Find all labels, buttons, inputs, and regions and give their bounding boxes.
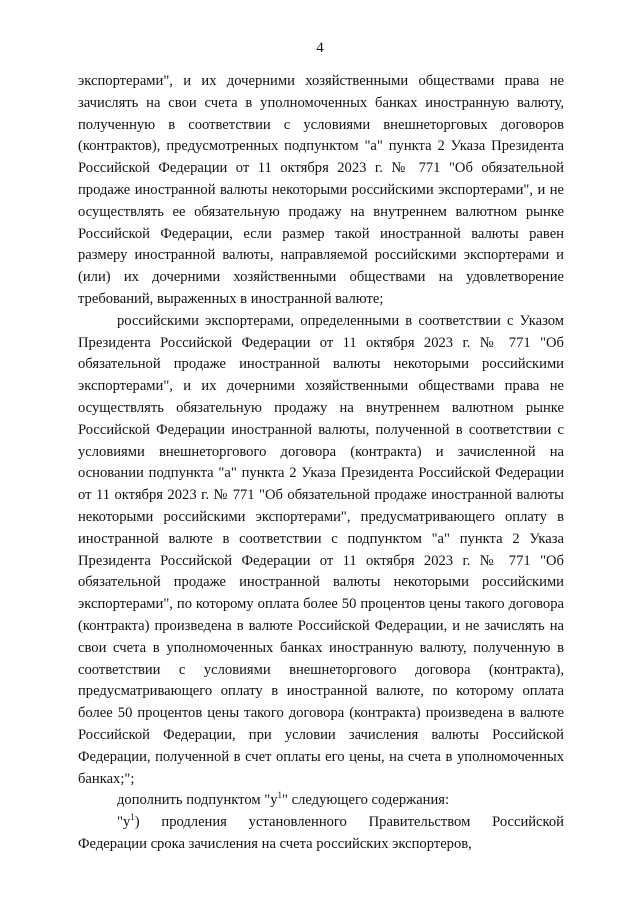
subpoint-open: "у xyxy=(117,814,131,831)
paragraph-add-subpoint xyxy=(78,790,564,812)
add-subpoint-text: дополнить подпунктом "у xyxy=(117,792,278,809)
document-body xyxy=(78,71,564,856)
add-subpoint-tail: " следующего содержания: xyxy=(282,792,450,809)
superscript-one: 1 xyxy=(277,790,282,801)
page-number: 4 xyxy=(316,40,324,56)
superscript-one: 1 xyxy=(130,812,135,823)
paragraph-subpoint-u1 xyxy=(78,812,564,856)
subpoint-text: ) продления установленного Правительством Российской Федерации срока зачисления на счета российских экспортеров, xyxy=(78,814,564,852)
paragraph-continuation: экспортерами", и их дочерними хозяйственными обществами права не зачислять на свои счета в уполномоченных банках иностранную валюту, полученную в соответствии с условиями внешнеторговых договоров (контрактов), предусмотренных подпунктом "а" пункта 2 Указа Президента Российской Федерации от 11 октября 2023 г. № 771 "Об обязательной продаже иностранной валюты некоторыми российскими экспортерами", и не осуществлять ее обязательную продажу на внутреннем валютном рынке Российской Федерации, если размер такой иностранной валюты равен размеру иностранной валюты, направляемой российскими экспортерами и (или) их дочерними хозяйственными обществами на удовлетворение требований, выраженных в иностранной валюте; xyxy=(78,73,564,307)
paragraph-russian-exporters: российскими экспортерами, определенными в соответствии с Указом Президента Российской Федерации от 11 октября 2023 г. № 771 "Об обязательной продаже иностранной валюты некоторыми российскими экспортерами", и их дочерними хозяйственными обществами права не осуществлять обязательную продажу на внутреннем валютном рынке Российской Федерации иностранной валюты, полученной в соответствии с условиями внешнеторгового договора (контракта) и зачисленной на основании подпункта "а" пункта 2 Указа Президента Российской Федерации от 11 октября 2023 г. № 771 "Об обязательной продаже иностранной валюты некоторыми российскими экспортерами", предусматривающего оплату в иностранной валюте в соответствии с подпунктом "а" пункта 2 Указа Президента Российской Федерации от 11 октября 2023 г. № 771 "Об обязательной продаже иностранной валюты некоторыми российскими экспортерами", по которому оплата более 50 процентов цены такого договора (контракта) произведена в валюте Российской Федерации, и не зачислять на свои счета в уполномоченных банках иностранную валюту, полученную в соответствии с условиями внешнеторгового договора (контракта), предусматривающего оплату в иностранной валюте, по которому оплата более 50 процентов цены такого договора (контракта) произведена в валюте Российской Федерации, при условии зачисления валюты Российской Федерации, полученной в счет оплаты его цены, на счета в уполномоченных банках;"; xyxy=(78,312,564,787)
